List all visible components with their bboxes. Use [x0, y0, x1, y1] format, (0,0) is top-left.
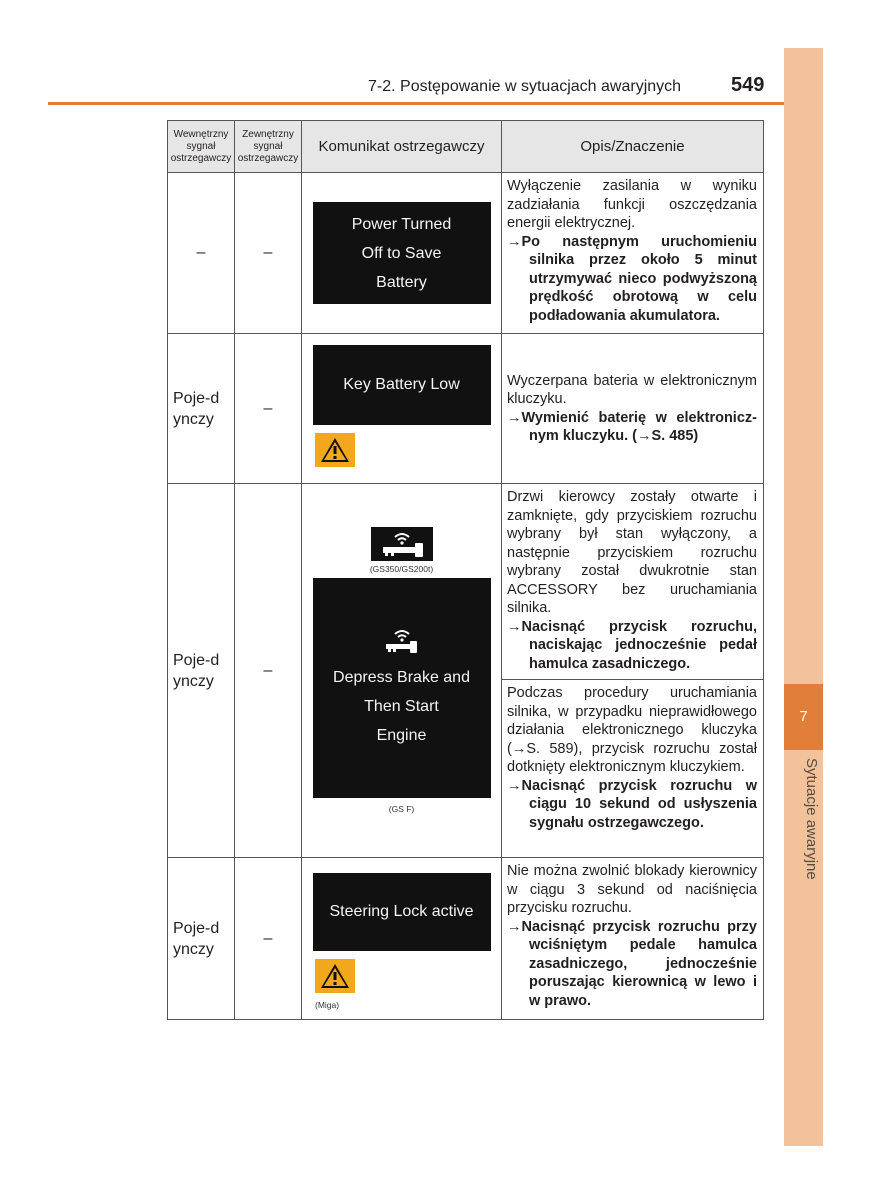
key-icon-wrap: [302, 527, 501, 574]
signal-label: Poje-dynczy: [173, 651, 220, 690]
signal-label: Poje-dynczy: [173, 919, 220, 958]
display-screen: [313, 873, 491, 951]
action-text: [507, 777, 757, 833]
description-text: Wyłączenie zasilania w wyniku zadziałania funkcji oszczędzania energii elektrycznej.: [507, 178, 757, 231]
warning-triangle-icon: [315, 959, 355, 993]
electronic-key-icon: [382, 627, 422, 655]
table-header-row: [168, 121, 764, 173]
chapter-number: 7: [799, 708, 808, 725]
screen-line: Engine: [376, 726, 427, 744]
action-label: Po następnym uruchomieniu silnika przez około 5 minut utrzymywać nieco podwyższoną prędkość obrotową w celu podładowania akumulatora.: [521, 233, 757, 324]
screen-line: Battery: [376, 273, 427, 291]
header-message: Komunikat ostrzegawczy: [302, 121, 502, 173]
action-label: Wymienić baterię w elektronicznym kluczyku. (→S. 485): [521, 409, 757, 444]
action-label: Nacisnąć przycisk rozruchu w ciągu 10 sekund od usłyszenia sygnału ostrzegawczego.: [521, 777, 757, 831]
internal-signal-cell: [168, 334, 235, 484]
model-caption: (GS F): [388, 804, 415, 814]
action-label: Nacisnąć przycisk rozruchu przy wciśniętym pedale hamulca zasadniczego, jednocześnie poruszając kierownicą w lewo i w prawo.: [521, 918, 757, 1009]
screen-line: Then Start: [364, 697, 439, 715]
action-text: [507, 618, 757, 674]
message-cell: [302, 484, 502, 858]
description-cell: [502, 680, 764, 858]
internal-signal-cell: [168, 484, 235, 858]
display-screen: [313, 578, 491, 798]
header-external-signal: Zewnętrzny sygnał ostrzegawczy: [235, 121, 302, 173]
description-cell: [502, 173, 764, 334]
description-text: Drzwi kierowcy zostały otwarte i zamknięte, gdy przyciskiem rozruchu wybrany był stan wyłączony, a następnie przyciskiem rozruchu wybrany został dwukrotnie stan ACCESSORY bez uruchamiania silnika.: [507, 489, 757, 616]
screen-line: Power Turned: [351, 215, 452, 233]
arrow-icon: →: [507, 409, 522, 426]
chapter-sidebar: [784, 48, 823, 1146]
header-internal-signal: Wewnętrzny sygnał ostrzegawczy: [168, 121, 235, 173]
description-text: Nie można zwolnić blokady kierownicy w ciągu 3 sekund od naciśnięcia przycisku rozruchu.: [507, 863, 757, 916]
internal-signal-cell: [168, 858, 235, 1020]
description-cell: [502, 334, 764, 484]
message-cell: [302, 173, 502, 334]
action-text: [507, 233, 757, 326]
arrow-icon: →: [507, 233, 522, 250]
header-rule: [48, 102, 784, 105]
screen-line: Steering Lock active: [329, 903, 474, 920]
display-screen: [313, 345, 491, 425]
arrow-icon: →: [507, 918, 522, 935]
action-text: [507, 409, 757, 446]
action-label: Nacisnąć przycisk rozruchu, naciskając jednocześnie pedał hamulca zasadniczego.: [521, 618, 757, 672]
message-cell: [302, 334, 502, 484]
electronic-key-icon: [371, 527, 433, 561]
external-signal-cell: –: [235, 858, 302, 1020]
section-title: 7-2. Postępowanie w sytuacjach awaryjnych: [368, 78, 682, 95]
external-signal-cell: –: [235, 173, 302, 334]
display-screen: [313, 202, 491, 304]
message-cell: [302, 858, 502, 1020]
signal-label: Poje-dynczy: [173, 389, 220, 428]
table-row: [168, 484, 764, 680]
screen-line: Key Battery Low: [343, 376, 460, 393]
arrow-icon: →: [507, 618, 522, 635]
internal-signal-cell: –: [168, 173, 235, 334]
chapter-title: Sytuacje awaryjne: [803, 758, 820, 880]
external-signal-cell: –: [235, 484, 302, 858]
header-description: Opis/Znaczenie: [502, 121, 764, 173]
chapter-number-tab: [784, 684, 823, 750]
description-text: Podczas procedury uruchamiania silnika, w przypadku nieprawidłowego działania elektronicznego kluczyka (→S. 589), przycisk rozruchu został dotknięty elektronicznym kluczykiem.: [507, 685, 757, 775]
table-row: [168, 334, 764, 484]
external-signal-cell: –: [235, 334, 302, 484]
warning-icon-wrap: [315, 959, 501, 1010]
description-cell: [502, 484, 764, 680]
warning-icon-wrap: [315, 433, 501, 472]
action-text: [507, 918, 757, 1011]
screen-line: Off to Save: [361, 244, 442, 262]
warning-triangle-icon: [315, 433, 355, 467]
table-row: [168, 173, 764, 334]
screen-line: Depress Brake and: [333, 668, 470, 686]
page-number: 549: [731, 74, 765, 96]
model-caption: (GS350/GS200t): [369, 564, 434, 574]
description-text: Wyczerpana bateria w elektronicznym kluczyku.: [507, 372, 757, 407]
warning-table: [167, 120, 764, 1020]
blink-caption: (Miga): [315, 1000, 340, 1010]
description-cell: [502, 858, 764, 1020]
arrow-icon: →: [507, 777, 522, 794]
table-row: [168, 858, 764, 1020]
